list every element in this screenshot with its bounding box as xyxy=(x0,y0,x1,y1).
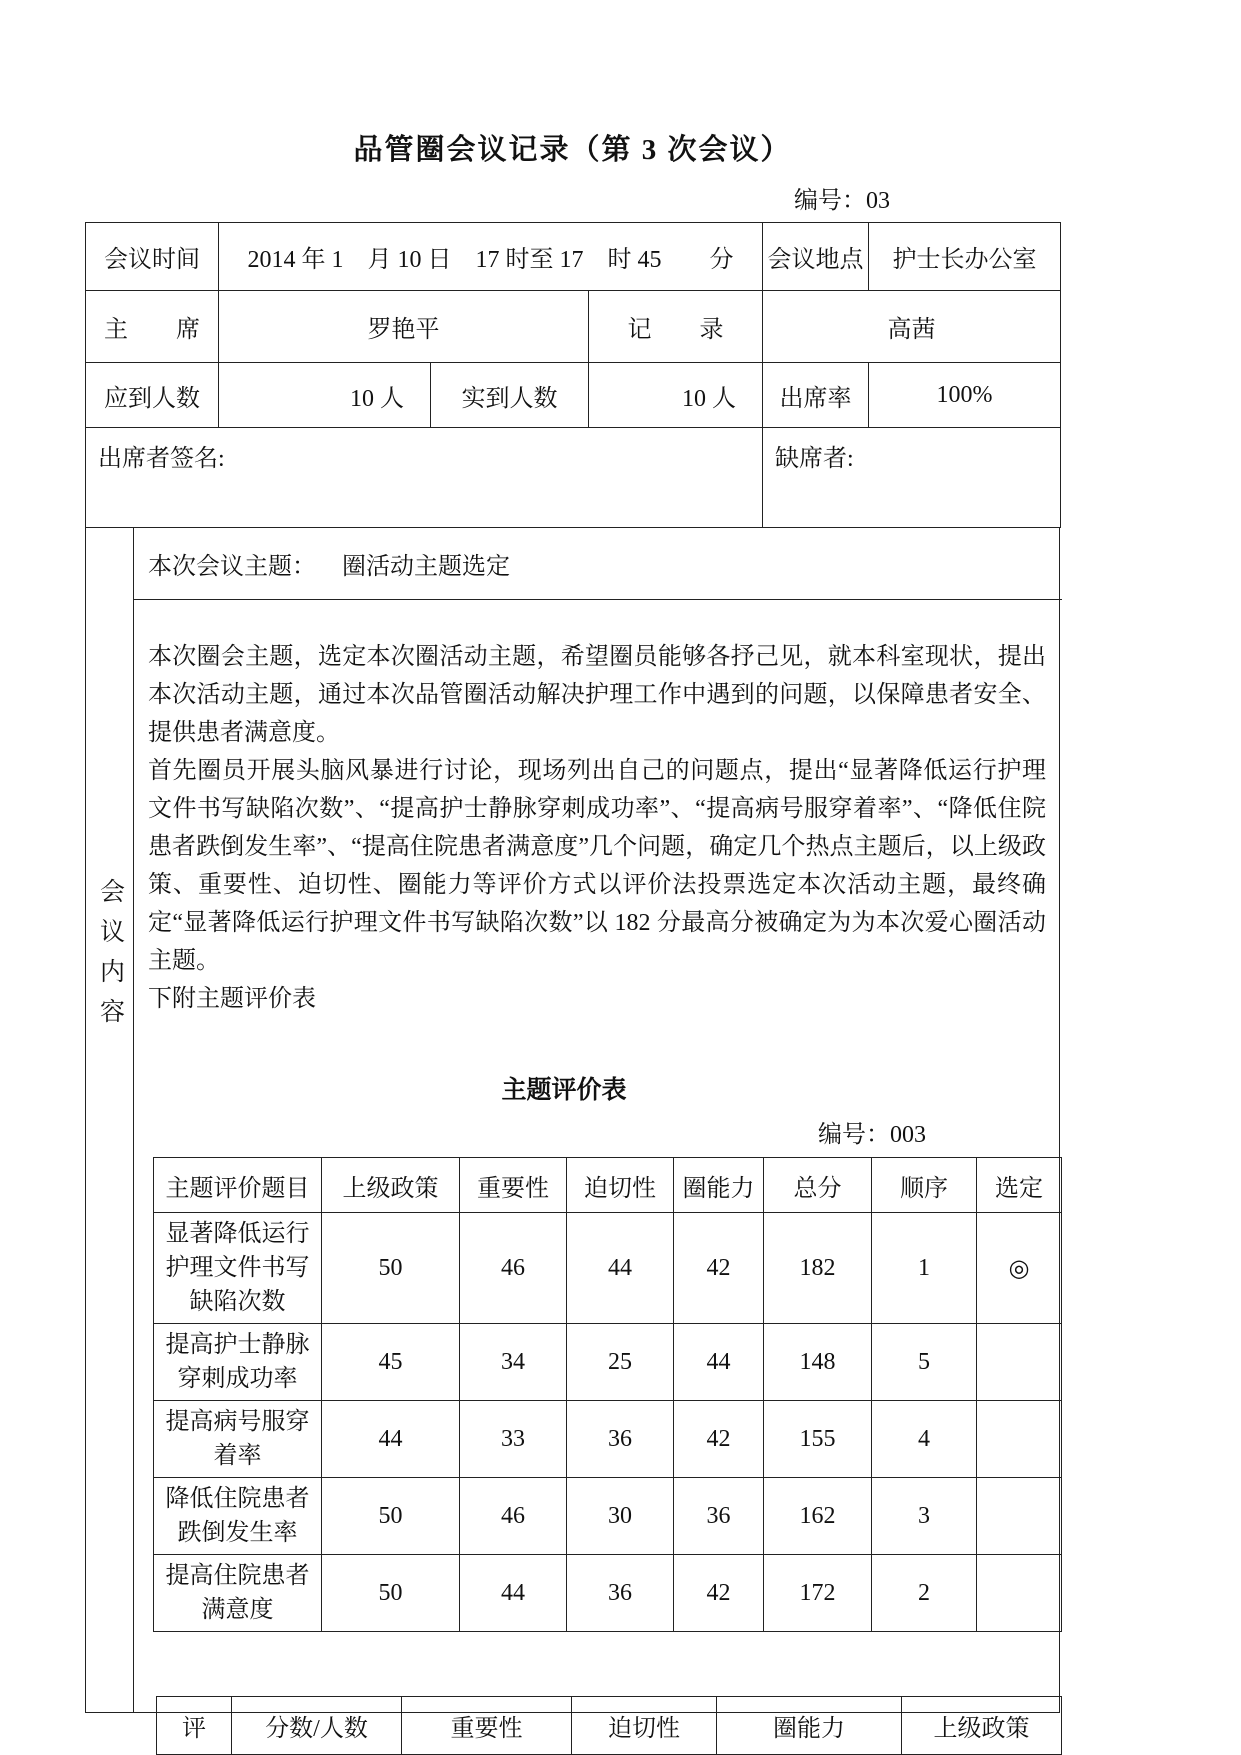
eval-total: 155 xyxy=(764,1401,872,1478)
eval-ability: 42 xyxy=(674,1555,764,1632)
attendee-signature-cell: 出席者签名: xyxy=(86,428,763,528)
section-label: 会议内容 xyxy=(96,878,124,1038)
recorder-value: 高茜 xyxy=(763,291,1061,363)
meeting-time-label: 会议时间 xyxy=(86,223,219,291)
column-header: 重要性 xyxy=(460,1158,567,1213)
eval-total: 182 xyxy=(764,1213,872,1324)
meeting-place-label: 会议地点 xyxy=(763,223,869,291)
column-header: 上级政策 xyxy=(902,1697,1062,1755)
table-row xyxy=(86,363,1061,428)
eval-topic: 显著降低运行护理文件书写缺陷次数 xyxy=(154,1213,322,1324)
chair-label: 主 席 xyxy=(86,291,219,363)
section-label-column xyxy=(86,528,134,1712)
eval-selected-mark xyxy=(977,1401,1062,1478)
chair-value: 罗艳平 xyxy=(219,291,589,363)
table-row xyxy=(86,223,1061,291)
eval-urgency: 44 xyxy=(567,1213,674,1324)
paragraph: 本次圈会主题，选定本次圈活动主题，希望圈员能够各抒己见，就本科室现状，提出本次活动主题，通过本次品管圈活动解决护理工作中遇到的问题，以保障患者安全、提供患者满意度。 xyxy=(148,644,1046,746)
page-title: 品管圈会议记录（第 3 次会议） xyxy=(353,134,792,166)
meeting-info-table xyxy=(85,222,1061,528)
meeting-minutes-text xyxy=(148,638,1046,1018)
actual-count-label: 实到人数 xyxy=(431,363,589,428)
eval-rank: 3 xyxy=(872,1478,977,1555)
eval-urgency: 36 xyxy=(567,1555,674,1632)
eval-importance: 34 xyxy=(460,1324,567,1401)
column-header: 选定 xyxy=(977,1158,1062,1213)
table-row xyxy=(86,291,1061,363)
column-header: 迫切性 xyxy=(572,1697,717,1755)
meeting-topic-row xyxy=(134,528,1062,600)
eval-total: 172 xyxy=(764,1555,872,1632)
eval-importance: 44 xyxy=(460,1555,567,1632)
meeting-content-area xyxy=(134,528,1062,1742)
attendance-rate-label: 出席率 xyxy=(763,363,869,428)
meeting-time-value: 2014 年 1 月 10 日 17 时至 17 时 45 分 xyxy=(219,223,763,291)
table-row xyxy=(154,1213,1062,1324)
column-header: 上级政策 xyxy=(322,1158,460,1213)
table-row xyxy=(154,1478,1062,1555)
eval-total: 148 xyxy=(764,1324,872,1401)
eval-topic: 提高护士静脉穿刺成功率 xyxy=(154,1324,322,1401)
eval-total: 162 xyxy=(764,1478,872,1555)
table-row xyxy=(154,1555,1062,1632)
eval-ability: 42 xyxy=(674,1213,764,1324)
eval-policy: 44 xyxy=(322,1401,460,1478)
paragraph: 下附主题评价表 xyxy=(148,986,316,1012)
eval-topic: 提高病号服穿着率 xyxy=(154,1401,322,1478)
eval-topic: 降低住院患者跌倒发生率 xyxy=(154,1478,322,1555)
column-header: 分数/人数 xyxy=(232,1697,402,1755)
eval-rank: 4 xyxy=(872,1401,977,1478)
eval-rank: 2 xyxy=(872,1555,977,1632)
eval-selected-mark xyxy=(977,1324,1062,1401)
absentee-cell: 缺席者: xyxy=(763,428,1061,528)
column-header: 评 xyxy=(157,1697,232,1755)
eval-rank: 1 xyxy=(872,1213,977,1324)
eval-policy: 45 xyxy=(322,1324,460,1401)
meeting-content-section xyxy=(85,528,1060,1742)
theme-evaluation-table xyxy=(153,1157,1062,1632)
eval-urgency: 25 xyxy=(567,1324,674,1401)
column-header: 迫切性 xyxy=(567,1158,674,1213)
evaluation-table-number: 编号：003 xyxy=(818,1122,926,1148)
eval-policy: 50 xyxy=(322,1555,460,1632)
eval-ability: 36 xyxy=(674,1478,764,1555)
table-row xyxy=(154,1324,1062,1401)
meeting-topic-value: 圈活动主题选定 xyxy=(342,554,510,580)
eval-urgency: 30 xyxy=(567,1478,674,1555)
eval-ability: 42 xyxy=(674,1401,764,1478)
eval-selected-mark xyxy=(977,1555,1062,1632)
scoring-criteria-table xyxy=(156,1696,1062,1755)
paragraph: 首先圈员开展头脑风暴进行讨论，现场列出自己的问题点，提出“显著降低运行护理文件书写缺陷次数”、“提高护士静脉穿刺成功率”、“提高病号服穿着率”、“降低住院患者跌倒发生率”、“提高住院患者满意度”几个问题，确定几个热点主题后，以上级政策、重要性、迫切性、圈能力等评价方式以评价法投票选定本次活动主题，最终确定“显著降低运行护理文件书写缺陷次数”以 182 分最高分被确定为为本次爱心圈活动主题。 xyxy=(148,758,1046,974)
eval-rank: 5 xyxy=(872,1324,977,1401)
meeting-topic-label: 本次会议主题： xyxy=(148,554,316,580)
column-header: 总分 xyxy=(764,1158,872,1213)
eval-policy: 50 xyxy=(322,1478,460,1555)
eval-policy: 50 xyxy=(322,1213,460,1324)
evaluation-table-title: 主题评价表 xyxy=(501,1077,627,1104)
attendance-rate-value: 100% xyxy=(869,363,1061,428)
column-header: 主题评价题目 xyxy=(154,1158,322,1213)
eval-selected-mark xyxy=(977,1478,1062,1555)
column-header: 圈能力 xyxy=(674,1158,764,1213)
eval-importance: 33 xyxy=(460,1401,567,1478)
expected-count-label: 应到人数 xyxy=(86,363,219,428)
table-row xyxy=(154,1401,1062,1478)
column-header: 顺序 xyxy=(872,1158,977,1213)
column-header: 重要性 xyxy=(402,1697,572,1755)
eval-topic: 提高住院患者满意度 xyxy=(154,1555,322,1632)
eval-importance: 46 xyxy=(460,1478,567,1555)
column-header: 圈能力 xyxy=(717,1697,902,1755)
eval-ability: 44 xyxy=(674,1324,764,1401)
document-number: 编号：03 xyxy=(794,188,890,214)
table-row xyxy=(86,428,1061,528)
eval-urgency: 36 xyxy=(567,1401,674,1478)
table-header-row xyxy=(154,1158,1062,1213)
actual-count-value: 10 人 xyxy=(589,363,763,428)
meeting-place-value: 护士长办公室 xyxy=(869,223,1061,291)
eval-importance: 46 xyxy=(460,1213,567,1324)
eval-selected-mark: ◎ xyxy=(977,1213,1062,1324)
recorder-label: 记 录 xyxy=(589,291,763,363)
expected-count-value: 10 人 xyxy=(219,363,431,428)
table-header-row xyxy=(157,1697,1062,1755)
